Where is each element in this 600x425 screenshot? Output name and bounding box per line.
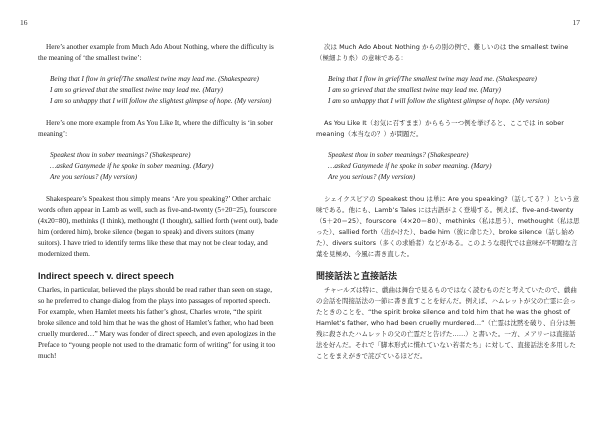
right-paragraph-1: 次は Much Ado About Nothing からの別の例で、難しいのは the smallest twine（極細より糸）の意味である：: [316, 43, 569, 62]
right-column: [316, 42, 580, 367]
right-paragraph-2: As You Like It（お気に召すまま）からもう一つ例を挙げると、ここでは in sober meaning（本当なの？）が問題だ。: [316, 119, 564, 138]
right-paragraph-4: チャールズは特に、戯曲は舞台で見るものではなく読むものだと考えていたので、戯曲の会話を間接話法の一節に書き直すことを好んだ。例えば、ハムレットが父の亡霊に会ったときのことを、“the spirit broke silence and told him that he was the ghost of Hamlet’s father, who had been cruelly murdered…”（亡霊は沈黙を破り、自分は無残に殺されたハムレットの父の亡霊だと告げた……）と書いた。一方、メアリーは直接話法を好んだ。それで「脚本形式に慣れていない若者たち」に対して、直接話法を多用したことをまえがきで詫びているほどだ。: [316, 286, 577, 360]
quote-line: I am so grieved that the smallest twine may lead me. (Mary): [50, 86, 223, 94]
quote-line: Are you serious? (My version): [328, 173, 416, 181]
quote-line: I am so unhappy that I will follow the slightest glimpse of hope. (My version): [328, 97, 550, 105]
left-section-heading: Indirect speech v. direct speech: [38, 271, 174, 281]
right-section-heading: 間接話法と直接話法: [316, 271, 398, 281]
left-quote-1: [38, 74, 278, 107]
right-quote-1: [316, 74, 580, 107]
left-paragraph-1: Here’s another example from Much Ado About Nothing, where the difficulty is the meaning of ‘the smallest twine’:: [38, 43, 274, 62]
quote-line: Being that I flow in grief/The smallest twine may lead me. (Shakespeare): [50, 75, 259, 83]
quote-line: I am so grieved that the smallest twine may lead me. (Mary): [328, 86, 501, 94]
right-page: [300, 0, 600, 425]
left-paragraph-4: Charles, in particular, believed the plays should be read rather than seen on stage, so he preferred to change dialog from the plays into passages of reported speech. For example, when Hamlet meets his father’s ghost, Charles wrote, “the spirit broke silence and told him that he was the ghost of Hamlet’s father, who had been cruelly murdered…” Mary was fonder of direct speech, and even apologizes in the Preface to “young people not used to the dramatic form of writing” for using it too much!: [38, 286, 276, 360]
quote-line: …asked Ganymede if he spoke in sober meaning. (Mary): [50, 162, 214, 170]
page-number-right: 17: [572, 18, 580, 27]
left-paragraph-2: Here’s one more example from As You Like It, where the difficulty is ‘in sober meaning’:: [38, 119, 274, 138]
right-paragraph-3: シェイクスピアの Speakest thou は単に Are you speaking?（話してる？）という意味である。他にも、Lamb’s Tales には古語がよく登場する。例えば、five-and-twenty（5＋20＝25）、fourscore（4×20＝80）、methinks（私は思う）、methought（私は思った）、sallied forth（出かけた）、bade him（彼に命じた）、broke silence（話し始めた）、divers suitors（多くの求婚者）などがある。このような現代では意味が不明瞭な言葉を見極め、今風に書き直した。: [316, 195, 580, 258]
quote-line: Speakest thou in sober meanings? (Shakespeare): [328, 151, 469, 159]
left-column: [38, 42, 278, 367]
left-paragraph-3: Shakespeare’s Speakest thou simply means ‘Are you speaking?’ Other archaic words often appear in Lamb as well, such as five-and-twenty (5+20=25), fourscore (4x20=80), methinks (I think), methought (I thought), sallied forth (went out), bade him (ordered him), broke silence (began to speak) and divers suitors (many suitors). I have tried to identify terms like these that may not be clear today, and modernized them.: [38, 195, 278, 258]
left-quote-2: [38, 150, 278, 183]
quote-line: Being that I flow in grief/The smallest twine may lead me. (Shakespeare): [328, 75, 537, 83]
right-quote-2: [316, 150, 580, 183]
quote-line: Speakest thou in sober meanings? (Shakespeare): [50, 151, 191, 159]
quote-line: Are you serious? (My version): [50, 173, 138, 181]
quote-line: I am so unhappy that I will follow the slightest glimpse of hope. (My version): [50, 97, 272, 105]
page-number-left: 16: [20, 18, 28, 27]
quote-line: …asked Ganymede if he spoke in sober meaning. (Mary): [328, 162, 492, 170]
